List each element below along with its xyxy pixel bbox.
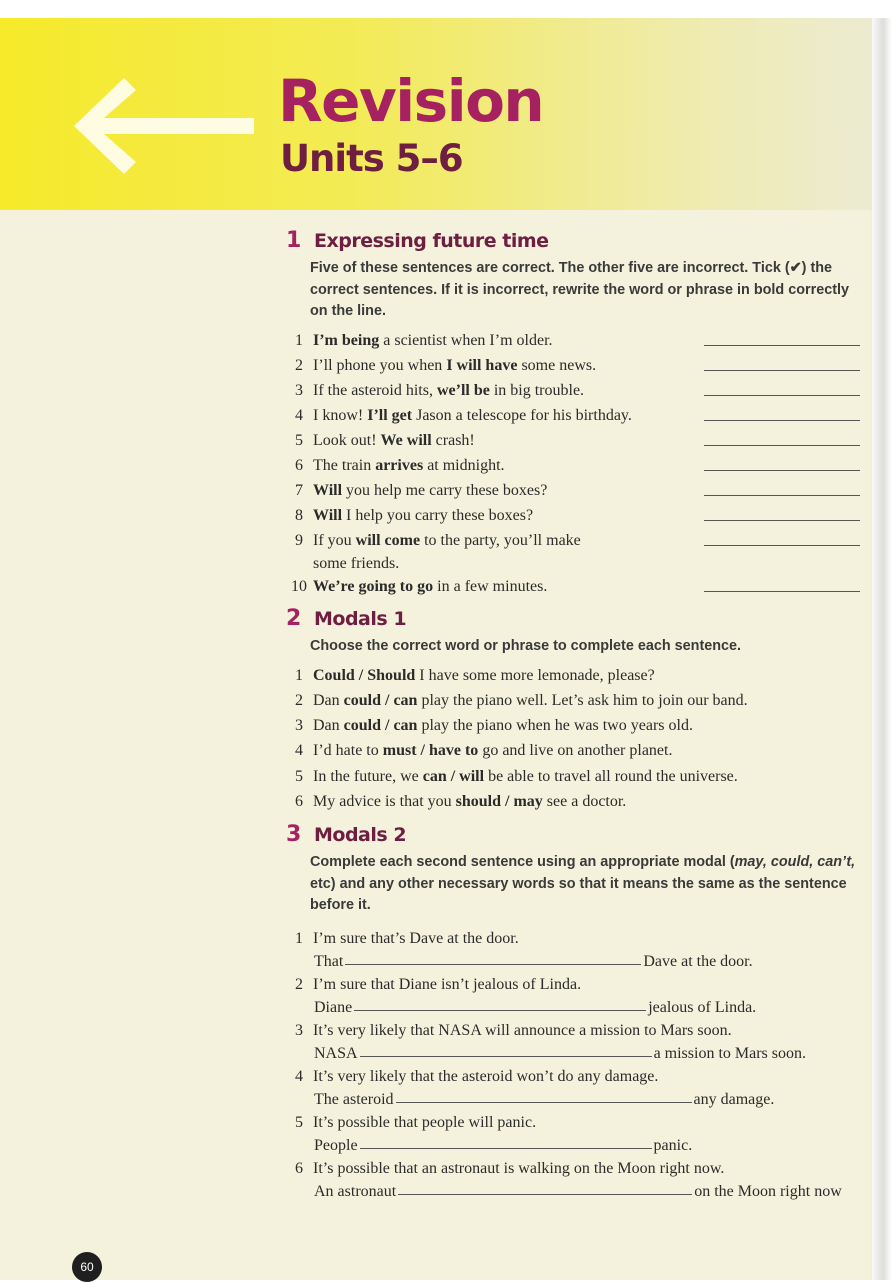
answer-line[interactable] (345, 950, 641, 965)
section-title: Modals 2 (314, 824, 407, 846)
section-expressing-future-time (286, 228, 866, 600)
section-number: 2 (286, 606, 302, 631)
rewrite-line (286, 1042, 866, 1065)
rewrite-suffix: jealous of Linda. (648, 998, 757, 1016)
item-sentence: I’m being a scientist when I’m older. (313, 331, 553, 349)
item-sentence: Dan could / can play the piano when he was two years old. (313, 717, 693, 735)
rewrite-suffix: any damage. (693, 1090, 775, 1108)
rewrite-prefix: That (314, 952, 344, 970)
section-heading (286, 822, 866, 852)
item-sentence: It’s very likely that NASA will announce a mission to Mars soon. (313, 1021, 732, 1039)
answer-line[interactable] (704, 395, 860, 396)
item-sentence: In the future, we can / will be able to travel all round the universe. (313, 767, 738, 785)
item-sentence: I know! I’ll get Jason a telescope for his birthday. (313, 406, 632, 424)
page-fold-shadow (870, 18, 892, 1280)
item-sentence: Will you help me carry these boxes? (313, 481, 548, 499)
answer-line[interactable] (704, 520, 860, 521)
section-title: Expressing future time (314, 230, 549, 252)
item-sentence: It’s possible that people will panic. (313, 1113, 537, 1131)
item-sentence: If the asteroid hits, we’ll be in big trouble. (313, 381, 585, 399)
exercise-item (286, 1157, 866, 1203)
answer-line[interactable] (704, 420, 860, 421)
rewrite-line (286, 950, 866, 973)
item-number: 4 (295, 742, 303, 760)
rewrite-line (286, 1088, 866, 1111)
exercise-item (286, 529, 866, 575)
rewrite-prefix: The asteroid (314, 1090, 394, 1108)
section-heading (286, 606, 866, 636)
answer-line[interactable] (704, 370, 860, 371)
exercise-item (286, 329, 866, 354)
exercise-list (286, 927, 866, 1203)
item-sentence: Dan could / can play the piano well. Let’s ask him to join our band. (313, 691, 748, 709)
item-sentence: If you will come to the party, you’ll make some friends. (313, 531, 581, 572)
answer-line[interactable] (704, 591, 860, 592)
exercise-item (286, 454, 866, 479)
exercise-item (286, 973, 866, 1019)
section-number: 1 (286, 228, 302, 253)
item-number: 9 (295, 531, 303, 549)
section-title: Modals 1 (314, 608, 407, 630)
rewrite-line (286, 1134, 866, 1157)
exercise-item (286, 575, 866, 600)
rewrite-prefix: NASA (314, 1044, 358, 1062)
item-sentence: It’s possible that an astronaut is walking on the Moon right now. (313, 1159, 725, 1177)
rewrite-prefix: People (314, 1136, 358, 1154)
item-number: 5 (295, 1113, 303, 1131)
item-sentence: Could / Should I have some more lemonade, please? (313, 666, 655, 684)
exercise-list (286, 664, 866, 816)
item-number: 2 (295, 691, 303, 709)
exercise-item (286, 1111, 866, 1157)
answer-line[interactable] (704, 470, 860, 471)
answer-line[interactable] (360, 1134, 652, 1149)
exercise-item (286, 714, 866, 739)
rewrite-line (286, 1180, 866, 1203)
item-sentence: Will I help you carry these boxes? (313, 506, 534, 524)
exercise-item (286, 927, 866, 973)
exercise-item (286, 429, 866, 454)
item-number: 6 (295, 1159, 303, 1177)
answer-line[interactable] (704, 445, 860, 446)
answer-line[interactable] (704, 345, 860, 346)
item-number: 1 (295, 929, 303, 947)
rewrite-prefix: Diane (314, 998, 353, 1016)
exercise-item (286, 354, 866, 379)
rewrite-prefix: An astronaut (314, 1182, 397, 1200)
rewrite-line (286, 996, 866, 1019)
item-number: 1 (295, 666, 303, 684)
item-number: 6 (295, 792, 303, 810)
section-instruction: Complete each second sentence using an appropriate modal (may, could, can’t, etc) and any other necessary words so that it means the same as the sentence before it. (310, 854, 856, 913)
exercise-item (286, 664, 866, 689)
section-instruction: Five of these sentences are correct. The other five are incorrect. Tick (✔) the correct sentences. If it is incorrect, rewrite the word or phrase in bold correctly on the line. (310, 260, 850, 319)
item-number: 3 (295, 1021, 303, 1039)
rewrite-suffix: panic. (653, 1136, 693, 1154)
page-subtitle: Units 5–6 (280, 137, 463, 180)
section-modals-1 (286, 606, 866, 815)
answer-line[interactable] (398, 1180, 692, 1195)
item-number: 10 (291, 577, 307, 595)
item-number: 3 (295, 717, 303, 735)
item-number: 6 (295, 456, 303, 474)
item-number: 4 (295, 1067, 303, 1085)
arrow-left-icon (74, 78, 254, 174)
item-number: 5 (295, 767, 303, 785)
item-number: 7 (295, 481, 303, 499)
page-title: Revision (278, 67, 544, 135)
exercise-item (286, 1019, 866, 1065)
section-modals-2 (286, 822, 866, 1203)
item-number: 2 (295, 356, 303, 374)
answer-line[interactable] (396, 1088, 692, 1103)
exercise-item (286, 504, 866, 529)
item-sentence: I’d hate to must / have to go and live on another planet. (313, 742, 673, 760)
page-number: 60 (72, 1252, 102, 1282)
item-sentence: We’re going to go in a few minutes. (313, 577, 548, 595)
item-sentence: Look out! We will crash! (313, 431, 475, 449)
exercise-item (286, 790, 866, 815)
item-sentence: I’ll phone you when I will have some news. (313, 356, 597, 374)
item-sentence: I’m sure that’s Dave at the door. (313, 929, 519, 947)
rewrite-suffix: a mission to Mars soon. (653, 1044, 807, 1062)
item-number: 3 (295, 381, 303, 399)
rewrite-suffix: Dave at the door. (643, 952, 753, 970)
item-sentence: The train arrives at midnight. (313, 456, 505, 474)
answer-line[interactable] (354, 996, 646, 1011)
item-sentence: My advice is that you should / may see a doctor. (313, 792, 627, 810)
answer-line[interactable] (704, 545, 860, 546)
rewrite-suffix: on the Moon right now (694, 1182, 842, 1200)
exercise-list (286, 329, 866, 600)
item-number: 1 (295, 331, 303, 349)
item-number: 4 (295, 406, 303, 424)
item-number: 2 (295, 975, 303, 993)
section-number: 3 (286, 822, 302, 847)
exercise-item (286, 739, 866, 764)
exercise-item (286, 689, 866, 714)
section-instruction: Choose the correct word or phrase to complete each sentence. (310, 638, 742, 654)
exercise-item (286, 765, 866, 790)
exercise-item (286, 479, 866, 504)
exercise-item (286, 379, 866, 404)
item-sentence: I’m sure that Diane isn’t jealous of Linda. (313, 975, 582, 993)
exercise-item (286, 404, 866, 429)
item-number: 8 (295, 506, 303, 524)
answer-line[interactable] (360, 1042, 652, 1057)
item-number: 5 (295, 431, 303, 449)
item-sentence: It’s very likely that the asteroid won’t do any damage. (313, 1067, 659, 1085)
section-heading (286, 228, 866, 258)
answer-line[interactable] (704, 495, 860, 496)
exercise-item (286, 1065, 866, 1111)
